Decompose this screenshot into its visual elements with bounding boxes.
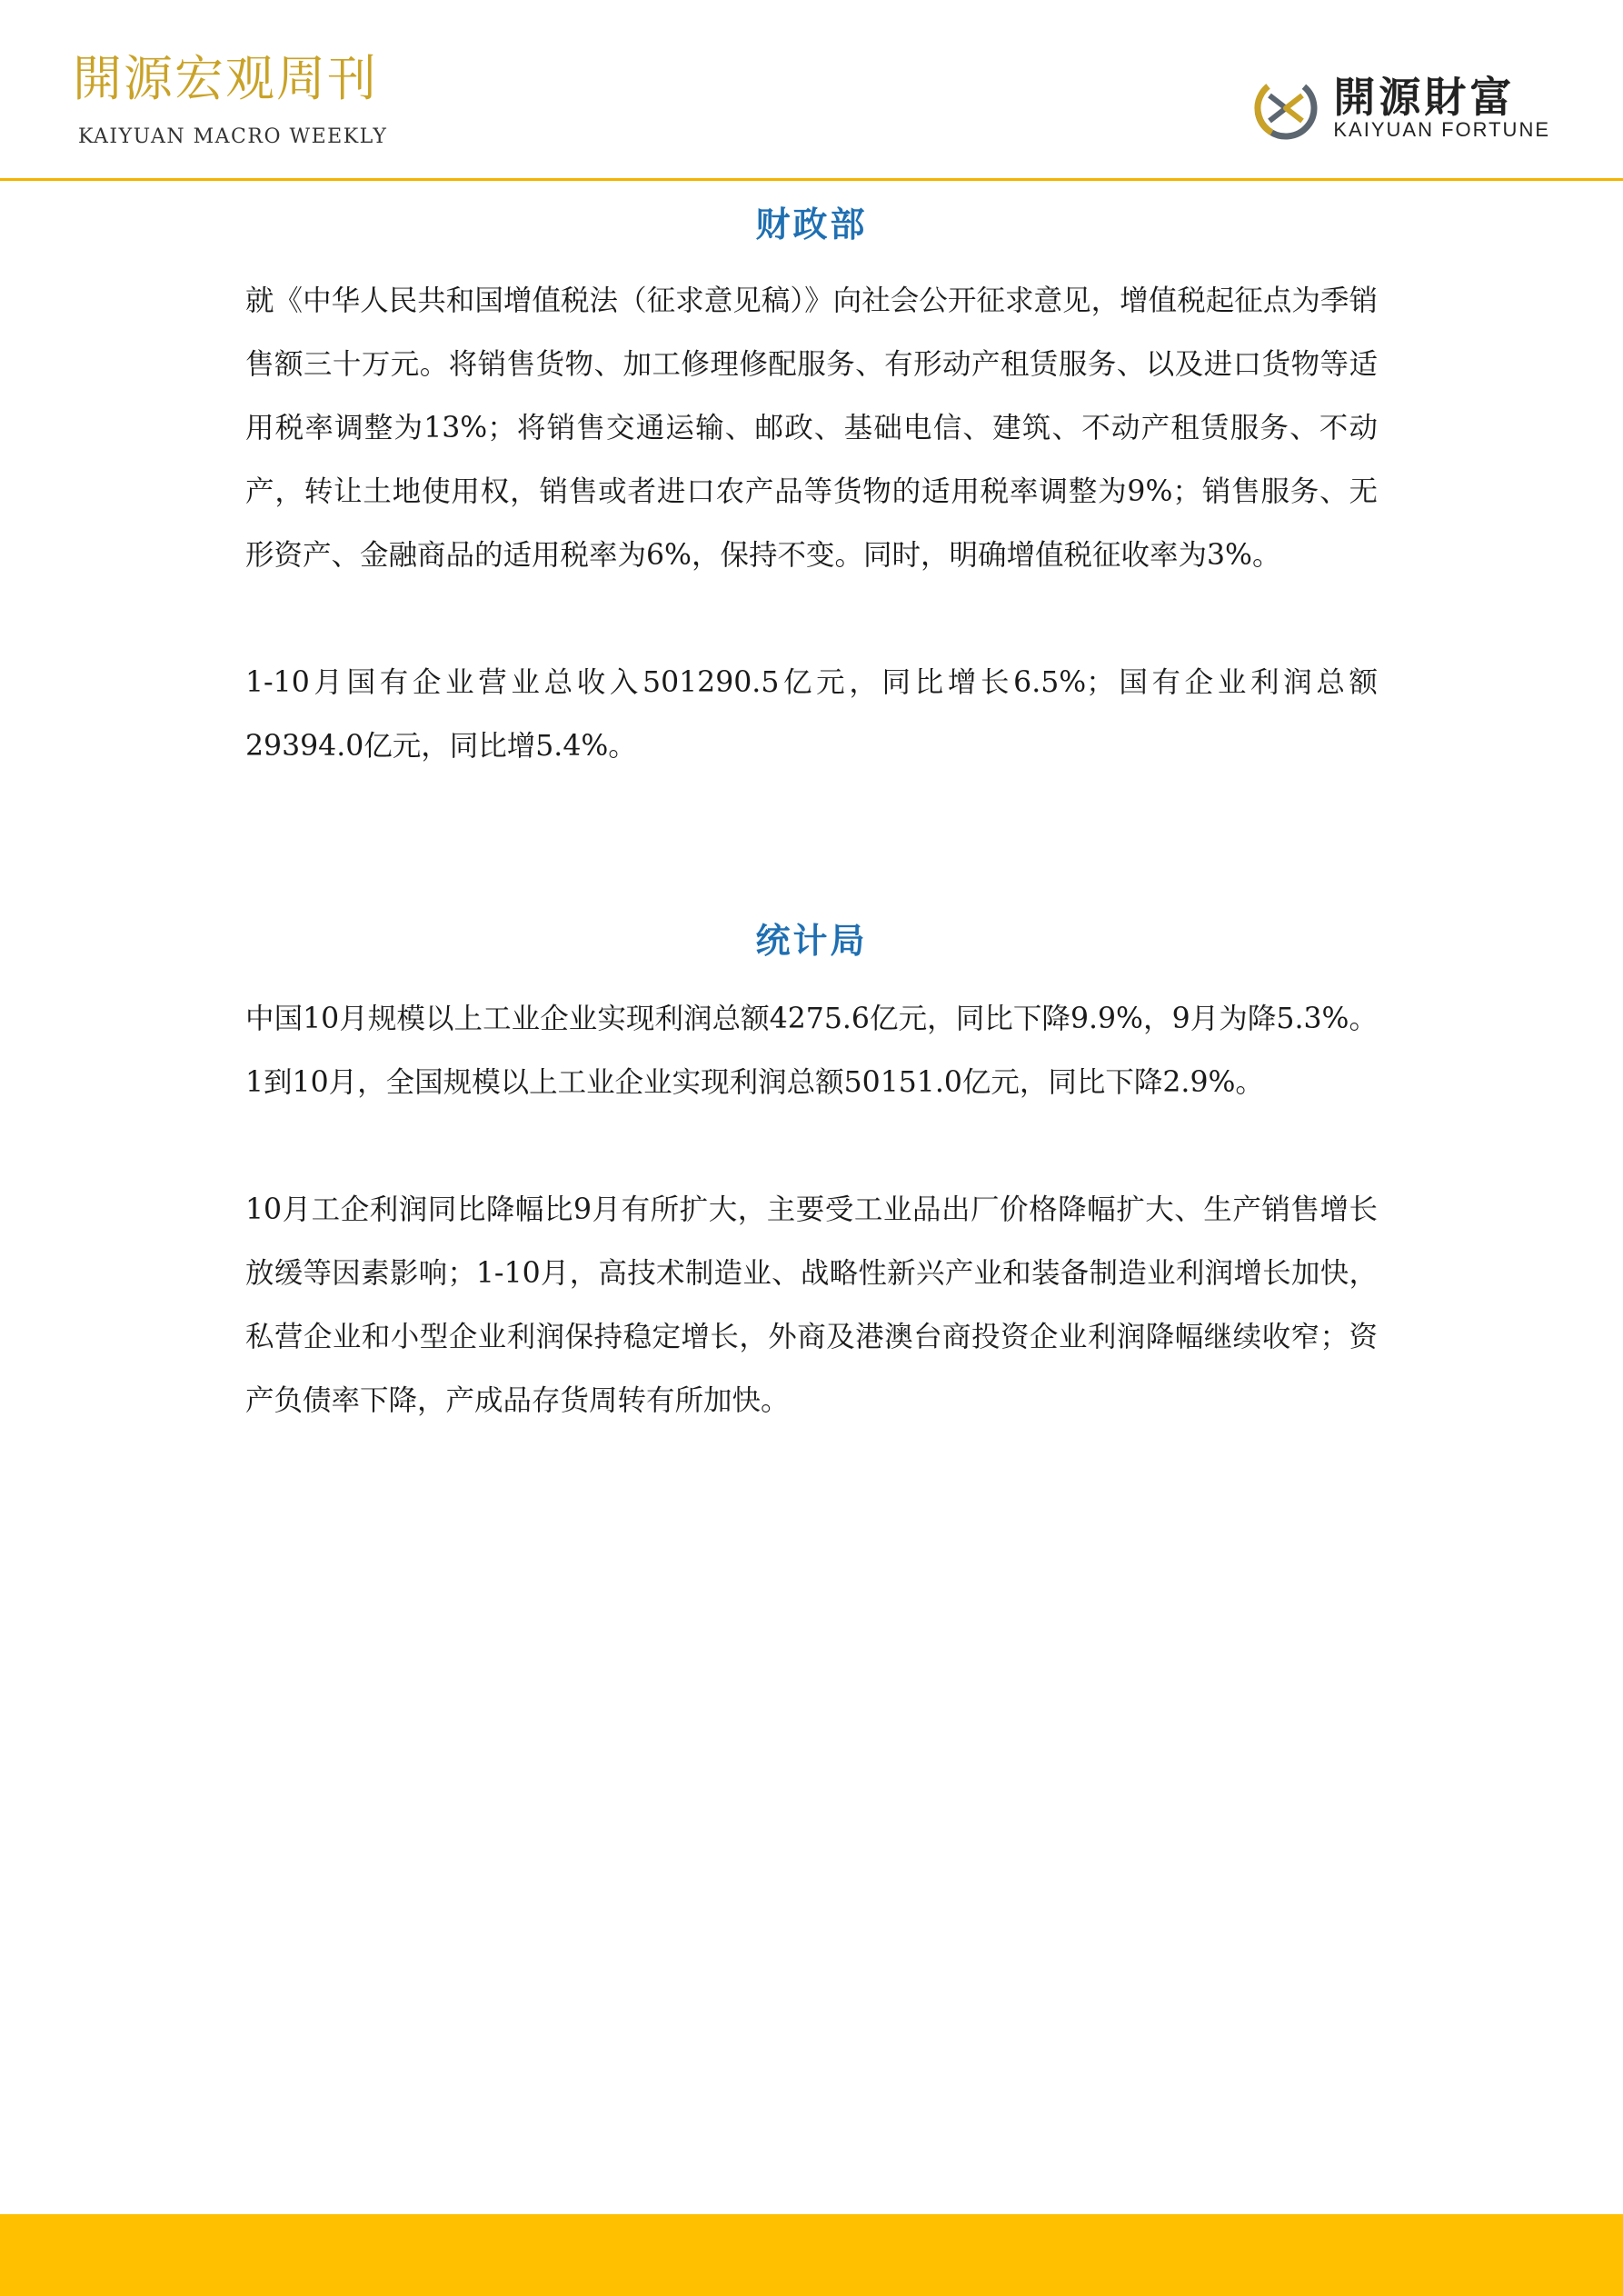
publication-subtitle: KAIYUAN MACRO WEEKLY — [78, 125, 388, 148]
logo-english-name: KAIYUAN FORTUNE — [1333, 118, 1550, 142]
section-title-mof: 财政部 — [755, 204, 868, 245]
paragraph-soe-revenue: 1-10月国有企业营业总收入501290.5亿元，同比增长6.5%；国有企业利润总额29394.0亿元，同比增5.4%。 — [245, 666, 1378, 763]
paragraph-industrial-profits: 中国10月规模以上工业企业实现利润总额4275.6亿元，同比下降9.9%，9月为降5.3%。1到10月，全国规模以上工业企业实现利润总额50151.0亿元，同比下降2.9%。 — [245, 1003, 1378, 1099]
header-divider — [0, 178, 1623, 181]
section-title-nbs: 统计局 — [755, 920, 868, 961]
page-header — [0, 0, 1623, 180]
kaiyuan-fortune-logo-icon — [1251, 74, 1320, 143]
main-content — [245, 204, 1378, 1433]
publication-title: 開源宏观周刊 — [73, 50, 378, 107]
paragraph-profit-analysis: 10月工企利润同比降幅比9月有所扩大，主要受工业品出厂价格降幅扩大、生产销售增长放缓等因素影响；1-10月，高技术制造业、战略性新兴产业和装备制造业利润增长加快，私营企业和小型企业利润保持稳定增长，外商及港澳台商投资企业利润降幅继续收窄；资产负债率下降，产成品存货周转有所加快。 — [245, 1193, 1378, 1417]
paragraph-vat-law: 就《中华人民共和国增值税法（征求意见稿）》向社会公开征求意见，增值税起征点为季销售额三十万元。将销售货物、加工修理修配服务、有形动产租赁服务、以及进口货物等适用税率调整为13%；将销售交通运输、邮政、基础电信、建筑、不动产租赁服务、不动产，转让土地使用权，销售或者进口农产品等货物的适用税率调整为9%；销售服务、无形资产、金融商品的适用税率为6%，保持不变。同时，明确增值税征收率为3%。 — [245, 285, 1378, 572]
logo-chinese-name: 開源財富 — [1333, 72, 1516, 122]
company-logo — [1251, 71, 1550, 145]
footer-bar — [0, 2214, 1623, 2296]
